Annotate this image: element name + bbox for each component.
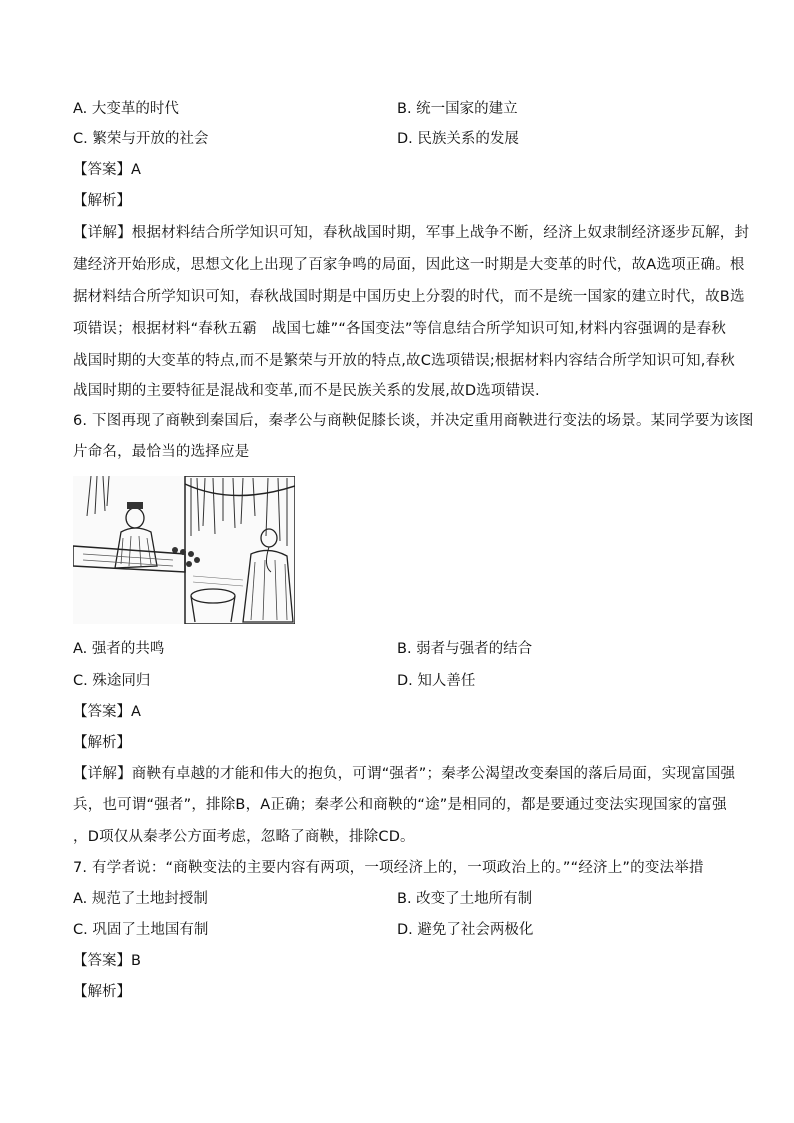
q5-detail-line: 项错误；根据材料“春秋五霸 战国七雄”“各国变法”等信息结合所学知识可知,材料内容强调的是春秋 — [73, 321, 727, 337]
q6-detail-line: 兵，也可谓“强者”，排除B，A正确；秦孝公和商鞅的“途”是相同的，都是要通过变法实现国家的富强 — [73, 797, 727, 813]
q6-option-b: B. 弱者与强者的结合 — [397, 641, 533, 657]
q7-option-a: A. 规范了土地封授制 — [73, 891, 208, 907]
q5-option-c: C. 繁荣与开放的社会 — [73, 131, 209, 147]
q6-option-c: C. 殊途同归 — [73, 673, 151, 689]
q5-option-d: D. 民族关系的发展 — [397, 131, 519, 147]
q5-option-a: A. 大变革的时代 — [73, 101, 179, 117]
q6-option-d: D. 知人善任 — [397, 673, 476, 689]
q6-analysis-heading: 【解析】 — [73, 735, 131, 751]
q5-answer: 【答案】A — [73, 162, 141, 178]
q6-option-a: A. 强者的共鸣 — [73, 641, 165, 657]
q5-option-b: B. 统一国家的建立 — [397, 101, 518, 117]
q6-question-line: 6. 下图再现了商鞅到秦国后，秦孝公与商鞅促膝长谈，并决定重用商鞅进行变法的场景。某同学要为该图 — [73, 413, 754, 429]
q7-analysis-heading: 【解析】 — [73, 984, 131, 1000]
q6-answer: 【答案】A — [73, 704, 141, 720]
q7-option-c: C. 巩固了土地国有制 — [73, 922, 209, 938]
q6-question-line: 片命名，最恰当的选择应是 — [73, 444, 250, 460]
q5-detail-line: 据材料结合所学知识可知，春秋战国时期是中国历史上分裂的时代，而不是统一国家的建立时代，故B选 — [73, 289, 745, 305]
q7-answer: 【答案】B — [73, 953, 141, 969]
q5-detail-line: 建经济开始形成，思想文化上出现了百家争鸣的局面，因此这一时期是大变革的时代，故A选项正确。根 — [73, 257, 745, 273]
q5-detail-line: 战国时期的大变革的特点,而不是繁荣与开放的特点,故C选项错误;根据材料内容结合所学知识可知,春秋 — [73, 353, 735, 369]
q5-detail-line: 战国时期的主要特征是混战和变革,而不是民族关系的发展,故D选项错误. — [73, 383, 540, 399]
q6-detail-line: 【详解】商鞅有卓越的才能和伟大的抱负，可谓“强者”；秦孝公渴望改变秦国的落后局面，实现富国强 — [73, 766, 736, 782]
q5-analysis-heading: 【解析】 — [73, 193, 131, 209]
q7-option-d: D. 避免了社会两极化 — [397, 922, 534, 938]
woodcut-illustration — [73, 476, 295, 624]
q7-option-b: B. 改变了土地所有制 — [397, 891, 533, 907]
q6-detail-line: ，D项仅从秦孝公方面考虑，忽略了商鞅，排除CD。 — [73, 829, 415, 845]
q5-detail-line: 【详解】根据材料结合所学知识可知，春秋战国时期，军事上战争不断，经济上奴隶制经济逐步瓦解，封 — [73, 225, 750, 241]
q7-question: 7. 有学者说：“商鞅变法的主要内容有两项，一项经济上的，一项政治上的。”“经济上”的变法举措 — [73, 860, 704, 876]
